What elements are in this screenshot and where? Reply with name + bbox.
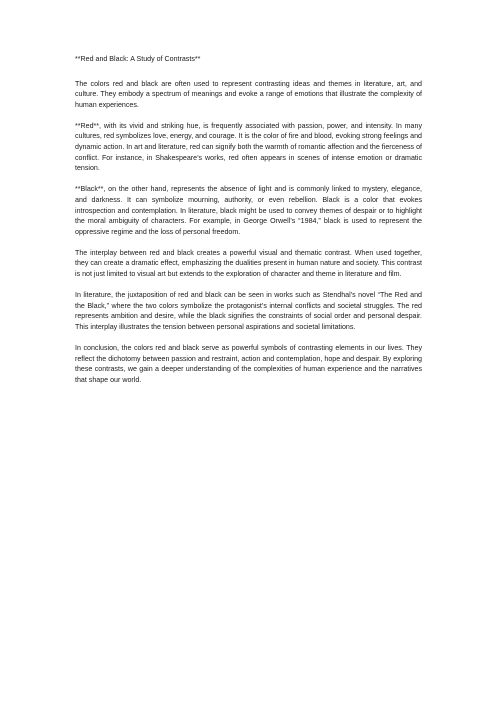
paragraph-literature: In literature, the juxtaposition of red and black can be seen in works such as Stendhal’s novel “The Red and the Black,” where the two colors symbolize the protagonist’s internal conflicts and societal struggles. The red represents ambition and desire, while the black signifies the constraints of social order and personal despair. This interplay illustrates the tension between personal aspirations and societal limitations. bbox=[75, 291, 422, 331]
paragraph-black: **Black**, on the other hand, represents the absence of light and is commonly linked to mystery, elegance, and darkness. It can symbolize mourning, authority, or even rebellion. Black is a color that evokes introspection and contemplation. In literature, black might be used to convey themes of despair or to highlight the moral ambiguity of characters. For example, in George Orwell’s “1984,” black is used to represent the oppressive regime and the loss of personal freedom. bbox=[75, 185, 422, 236]
paragraph-red: **Red**, with its vivid and striking hue, is frequently associated with passion, power, and intensity. In many cultures, red symbolizes love, energy, and courage. It is the color of fire and blood, evoking strong feelings and dynamic action. In art and literature, red can signify both the warmth of romantic affection and the fierceness of conflict. For instance, in Shakespeare’s works, red often appears in scenes of intense emotion or dramatic tension. bbox=[75, 121, 422, 173]
paragraph-conclusion: In conclusion, the colors red and black serve as powerful symbols of contrasting elements in our lives. They reflect the dichotomy between passion and restraint, action and contemplation, hope and despair. By exploring these contrasts, we gain a deeper understanding of the complexities of human experience and the narratives that shape our world. bbox=[75, 343, 422, 384]
document-title: **Red and Black: A Study of Contrasts** bbox=[75, 55, 201, 63]
paragraph-interplay: The interplay between red and black creates a powerful visual and thematic contrast. When used together, they can create a dramatic effect, emphasizing the dualities present in human nature and society. This contrast is not just limited to visual art but extends to the exploration of character and theme in literature and film. bbox=[75, 248, 422, 278]
paragraph-intro: The colors red and black are often used to represent contrasting ideas and themes in literature, art, and culture. They embody a spectrum of meanings and evoke a range of emotions that illustrate the complexity of human experiences. bbox=[75, 79, 422, 109]
document-page bbox=[75, 54, 422, 396]
